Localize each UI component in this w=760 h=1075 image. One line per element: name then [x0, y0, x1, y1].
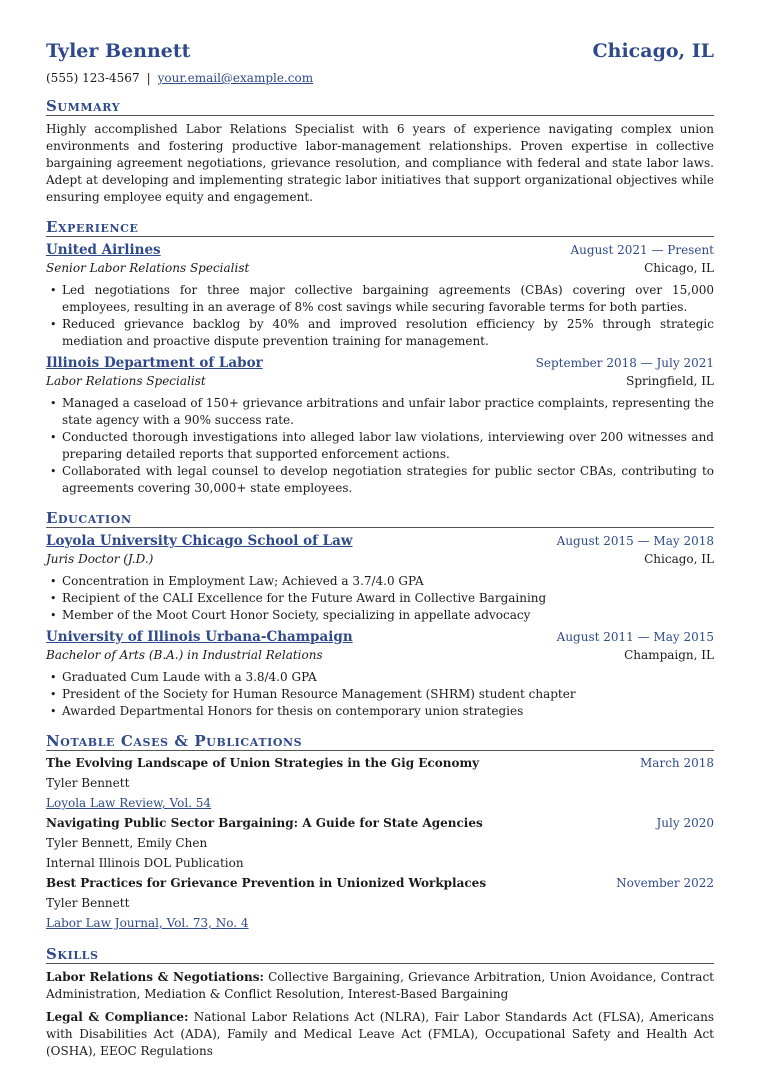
publication-venue-link[interactable]: Labor Law Journal, Vol. 73, No. 4 [46, 916, 249, 930]
bullet-item: • Member of the Moot Court Honor Society, specializing in appellate advocacy [62, 607, 714, 624]
publication-header-row [46, 873, 714, 893]
skills-list [46, 969, 714, 1060]
bullet-item: • Conducted thorough investigations into alleged labor law violations, interviewing over 200 witnesses and preparing detailed reports that supported enforcement actions. [62, 429, 714, 463]
bullet-item: • Reduced grievance backlog by 40% and improved resolution efficiency by 25% through strategic mediation and proactive dispute prevention training for management. [62, 316, 714, 350]
organization-link[interactable]: University of Illinois Urbana-Champaign [46, 629, 353, 645]
publications-list [46, 753, 714, 933]
skill-group [46, 1009, 714, 1060]
publication-title: Navigating Public Sector Bargaining: A Guide for State Agencies [46, 816, 483, 830]
entry-location: Champaign, IL [624, 648, 714, 662]
entry-role: Senior Labor Relations Specialist [46, 261, 250, 275]
publication-header-row [46, 813, 714, 833]
email-link[interactable]: your.email@example.com [157, 71, 314, 85]
experience-entry [46, 354, 714, 497]
education-list [46, 532, 714, 720]
experience-list [46, 241, 714, 497]
summary-heading: Summary [46, 97, 714, 116]
contact-separator: | [146, 71, 151, 85]
publication-header-row [46, 753, 714, 773]
skill-group-label: Legal & Compliance: [46, 1010, 189, 1024]
publication-venue-line [46, 793, 714, 813]
publication-authors: Tyler Bennett [46, 776, 130, 790]
publication-authors: Tyler Bennett, Emily Chen [46, 836, 208, 850]
contact-line [46, 71, 714, 85]
bullet-item: • Concentration in Employment Law; Achieved a 3.7/4.0 GPA [62, 573, 714, 590]
entry-bullets [46, 282, 714, 350]
organization-link[interactable]: Loyola University Chicago School of Law [46, 533, 353, 549]
candidate-name: Tyler Bennett [46, 40, 191, 62]
skill-group-items: National Labor Relations Act (NLRA), Fair Labor Standards Act (FLSA), Americans with Disabilities Act (ADA), Family and Medical Leave Act (FMLA), Occupational Safety and Health Act (OSHA), EEOC Regulations [46, 1010, 714, 1058]
entry-dates: August 2021 — Present [570, 243, 714, 257]
publication-entry [46, 813, 714, 873]
entry-location: Springfield, IL [626, 374, 714, 388]
entry-location: Chicago, IL [644, 261, 714, 275]
bullet-item: • Recipient of the CALI Excellence for the Future Award in Collective Bargaining [62, 590, 714, 607]
entry-header-row [46, 354, 714, 372]
publication-date: March 2018 [640, 756, 714, 770]
publication-entry [46, 753, 714, 813]
bullet-item: • President of the Society for Human Resource Management (SHRM) student chapter [62, 686, 714, 703]
bullet-item: • Managed a caseload of 150+ grievance arbitrations and unfair labor practice complaints, representing the state agency with a 90% success rate. [62, 395, 714, 429]
summary-text: Highly accomplished Labor Relations Specialist with 6 years of experience navigating complex union environments and fostering productive labor-management relationships. Proven expertise in collective bargaining agreement negotiations, grievance resolution, and compliance with federal and state labor laws. Adept at developing and implementing strategic labor initiatives that support organizational objectives while ensuring employee equity and engagement. [46, 122, 714, 204]
publication-venue: Internal Illinois DOL Publication [46, 856, 244, 870]
entry-role: Juris Doctor (J.D.) [46, 552, 154, 566]
entry-header-row [46, 241, 714, 259]
entry-role: Bachelor of Arts (B.A.) in Industrial Relations [46, 648, 323, 662]
entry-role: Labor Relations Specialist [46, 374, 206, 388]
entry-bullets [46, 395, 714, 497]
publication-title: Best Practices for Grievance Prevention in Unionized Workplaces [46, 876, 487, 890]
entry-sub-row [46, 550, 714, 568]
experience-heading: Experience [46, 218, 714, 237]
skill-group-items: Collective Bargaining, Grievance Arbitration, Union Avoidance, Contract Administration, Mediation & Conflict Resolution, Interest-Based Bargaining [46, 970, 715, 1001]
bullet-item: • Graduated Cum Laude with a 3.8/4.0 GPA [62, 669, 714, 686]
entry-bullets [46, 573, 714, 624]
education-entry [46, 532, 714, 624]
publication-venue-link[interactable]: Loyola Law Review, Vol. 54 [46, 796, 212, 810]
resume-header [46, 40, 714, 66]
entry-sub-row [46, 646, 714, 664]
publication-date: November 2022 [616, 876, 714, 890]
bullet-item: • Led negotiations for three major collective bargaining agreements (CBAs) covering over 15,000 employees, resulting in an average of 8% cost savings while securing favorable terms for both parties. [62, 282, 714, 316]
bullet-item: • Collaborated with legal counsel to develop negotiation strategies for public sector CBAs, contributing to agreements covering 30,000+ state employees. [62, 463, 714, 497]
publications-heading: Notable Cases & Publications [46, 732, 714, 751]
entry-sub-row [46, 372, 714, 390]
entry-sub-row [46, 259, 714, 277]
entry-location: Chicago, IL [644, 552, 714, 566]
phone-number: (555) 123-4567 [46, 71, 140, 85]
publication-date: July 2020 [656, 816, 714, 830]
entry-header-row [46, 628, 714, 646]
skills-heading: Skills [46, 945, 714, 964]
organization-link[interactable]: United Airlines [46, 242, 161, 258]
publication-authors: Tyler Bennett [46, 896, 130, 910]
publication-venue-line [46, 913, 714, 933]
entry-header-row [46, 532, 714, 550]
skill-group [46, 969, 714, 1003]
candidate-location: Chicago, IL [592, 40, 714, 62]
organization-link[interactable]: Illinois Department of Labor [46, 355, 263, 371]
publication-entry [46, 873, 714, 933]
entry-dates: August 2011 — May 2015 [556, 630, 714, 644]
experience-entry [46, 241, 714, 350]
education-entry [46, 628, 714, 720]
entry-dates: August 2015 — May 2018 [556, 534, 714, 548]
education-heading: Education [46, 509, 714, 528]
publication-title: The Evolving Landscape of Union Strategies in the Gig Economy [46, 756, 480, 770]
entry-dates: September 2018 — July 2021 [535, 356, 714, 370]
skill-group-label: Labor Relations & Negotiations: [46, 970, 264, 984]
entry-bullets [46, 669, 714, 720]
bullet-item: • Awarded Departmental Honors for thesis on contemporary union strategies [62, 703, 714, 720]
